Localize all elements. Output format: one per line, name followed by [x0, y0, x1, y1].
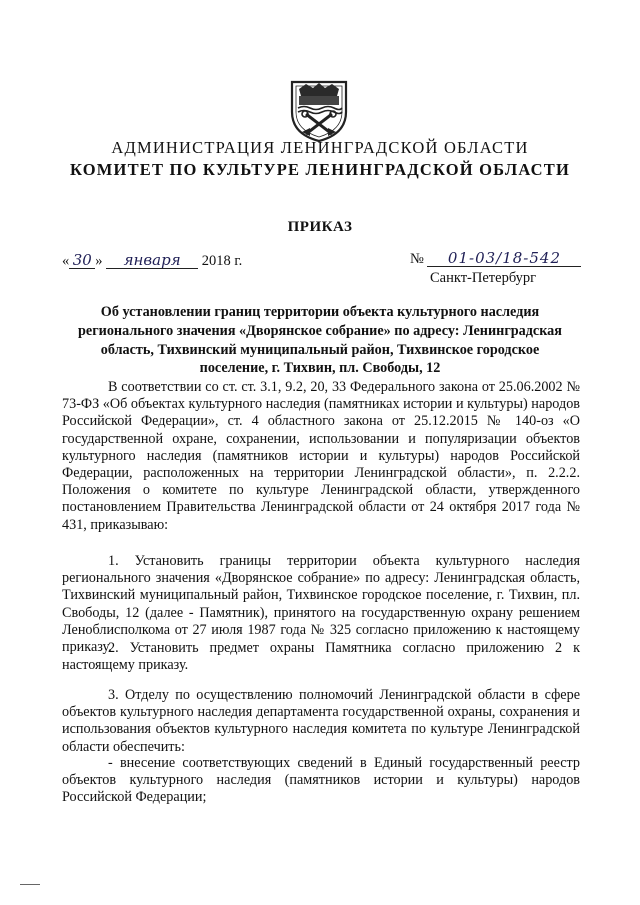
date-open-quote: « [62, 253, 70, 269]
header-administration: АДМИНИСТРАЦИЯ ЛЕНИНГРАДСКОЙ ОБЛАСТИ [111, 138, 529, 157]
number-handwritten: 01-03/18-542 [427, 250, 581, 267]
document-type-title: ПРИКАЗ [287, 219, 353, 235]
body-item-3: 3. Отделу по осуществлению полномочий Ленинградской области в сфере объектов культурного наследия департамента государственной охраны, сохранения и использования объектов культурного наследия комитета по культуре Ленинградской области обеспечить: [62, 687, 580, 755]
document-number [410, 250, 581, 268]
header-committee: КОМИТЕТ ПО КУЛЬТУРЕ ЛЕНИНГРАДСКОЙ ОБЛАСТИ [69, 160, 571, 179]
date-close-quote: » [95, 253, 103, 269]
date-year: 2018 г. [201, 253, 243, 269]
date-day-handwritten: 30 [69, 252, 95, 269]
footnote-separator [20, 884, 40, 885]
document-subject: Об установлении границ территории объекта культурного наследия регионального значения «Дворянское собрание» по адресу: Ленинградская область, Тихвинский муниципальный район, Тихвинское городское поселение, г. Тихвин, пл. Свободы, 12 [78, 304, 562, 377]
body-item-3-sub-1: - внесение соответствующих сведений в Единый государственный реестр объектов культурного наследия (памятников истории и культуры) народов Российской Федерации; [62, 755, 580, 806]
document-date [62, 252, 242, 270]
number-prefix: № [410, 251, 424, 267]
body-item-1: 1. Установить границы территории объекта культурного наследия регионального значения «Дворянское собрание» по адресу: Ленинградская область, Тихвинский муниципальный район, Тихвинское городское поселение, г. Тихвин, пл. Свободы, 12 (далее - Памятник), принятого на государственную охрану решением Леноблисполкома от 27 июля 1987 года № 325 согласно приложению к настоящему приказу. [62, 553, 580, 656]
date-month-handwritten: января [106, 252, 198, 269]
body-preamble: В соответствии со ст. ст. 3.1, 9.2, 20, 33 Федерального закона от 25.06.2002 № 73-ФЗ «Об объектах культурного наследия (памятниках истории и культуры) народов Российской Федерации», ст. 4 областного закона от 25.12.2015 № 140-оз «О государственной охране, сохранении, использовании и популяризации объектов культурного наследия (памятников истории и культуры) народов Российской Федерации, расположенных на территории Ленинградской области», п. 2.2.2. Положения о комитете по культуре Ленинградской области, утвержденного постановлением Правительства Ленинградской области от 24 октября 2017 года № 431, приказываю: [62, 379, 580, 533]
body-item-2: 2. Установить предмет охраны Памятника согласно приложению 2 к настоящему приказу. [62, 640, 580, 674]
coat-of-arms-icon [286, 78, 352, 144]
document-city: Санкт-Петербург [430, 270, 537, 286]
